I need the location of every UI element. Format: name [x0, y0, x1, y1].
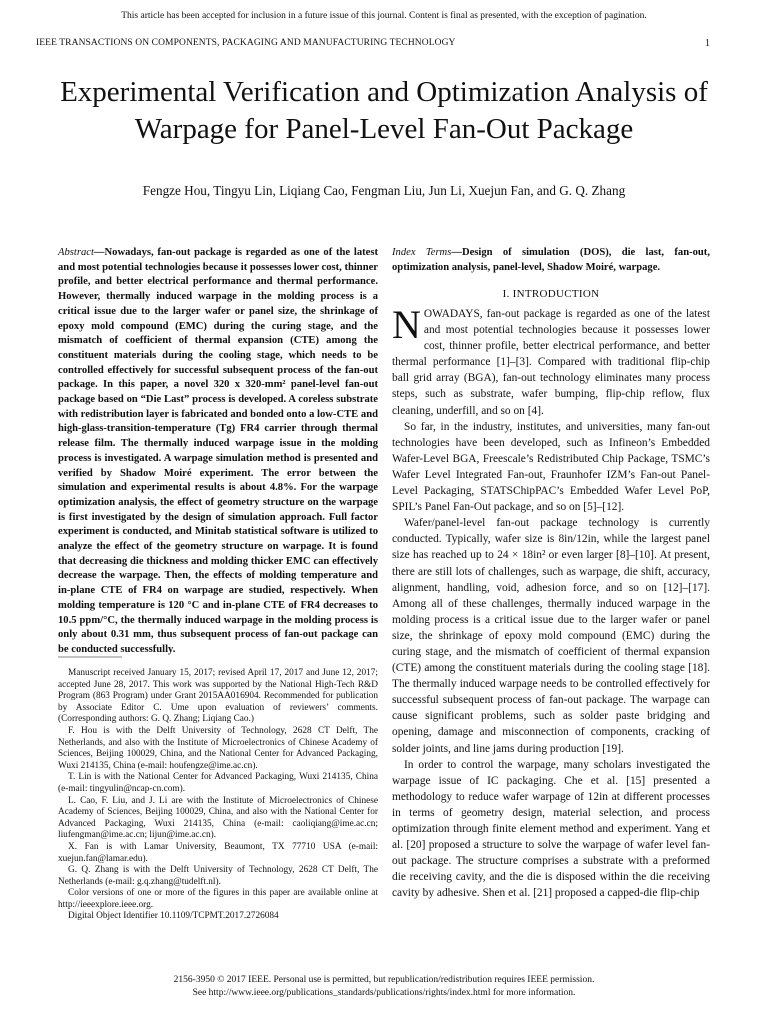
- introduction-body: [392, 302, 710, 901]
- intro-paragraph-4: In order to control the warpage, many scholars investigated the warpage issue of IC packaging. Che et al. [15] presented a methodology to reduce wafer warpage of 12in at different processes in terms of geometry design, material selection, and process optimization through finite element method and experiment. Yang et al. [20] proposed a structure to solve the warpage of wafer level fan-out package. The structure comprises a substrate with a preformed die receiving cavity, and the die is disposed within the die receiving cavity by adhesive. Shen et al. [21] proposed a capped-die flip-chip: [392, 758, 710, 900]
- intro-paragraph-1-text: OWADAYS, fan-out package is regarded as one of the latest and most potential technologies because it possesses lower cost, thinner profile, better electrical performance, and better thermal performance [1]–[3]. Compared with traditional flip-chip ball grid array (BGA), fan-out technology eliminates many process steps, such as substrate, wafer bumping, flip-chip reflow, flux cleaning, underfill, and so on [4].: [392, 308, 710, 417]
- section-heading-introduction: I. INTRODUCTION: [502, 288, 600, 300]
- index-terms-label: Index Terms: [392, 247, 452, 258]
- copyright-footer: [0, 974, 768, 1000]
- index-terms-text: Design of simulation (DOS), die last, fan-out, optimization analysis, panel-level, Shadow Moiré, warpage.: [392, 247, 710, 273]
- acceptance-notice: This article has been accepted for inclusion in a future issue of this journal. Content is final as presented, with the exception of pagination.: [121, 11, 647, 21]
- abstract-text: Nowadays, fan-out package is regarded as one of the latest and most potential technologies because it possesses lower cost, thinner profile, and better electrical performance and thermal performance. However, thermally induced warpage in the molding process is a critical issue due to the larger wafer or panel size, the shrinkage of epoxy mold compound (EMC) during the curing stage, and the mismatch of coefficient of thermal expansion (CTE) among the constituent materials during the cooling stage, which needs to be controlled effectively for successful subsequent process of the fan-out package. In this paper, a novel 320 x 320-mm² panel-level fan-out package based on “Die Last” process is developed. A coreless substrate with redistribution layer is fabricated and bonded onto a low-CTE and high-glass-transition-temperature (Tg) FR4 carrier through thermal release film. The thermally induced warpage issue in the molding process is investigated. A warpage simulation method is presented and verified by Shadow Moiré experiment. The error between the simulation and experimental results is about 4.8%. For the warpage optimization analysis, the effect of geometry structure on the warpage is first investigated by the design of simulation approach. Full factor experiment is conducted, and Minitab statistical software is utilized to analyze the effect of the geometry structure on warpage. It is found that decreasing die thickness and molding thicker EMC can effectively decrease the warpage. Then, the effects of molding temperature and in-plane CTE of FR4 on warpage are studied, respectively. When molding temperature is 120 °C and in-plane CTE of FR4 decreases to 10.5 ppm/°C, the thermally induced warpage in the molding process is only about 0.31 mm, thus subsequent process of fan-out package can be conducted successfully.: [58, 247, 378, 655]
- footnote-manuscript: Manuscript received January 15, 2017; revised April 17, 2017 and June 12, 2017; accepted June 28, 2017. This work was supported by the National High-Tech R&D Program (863 Program) under Grant 2015AA016904. Recommended for publication by Associate Editor C. Ume upon evaluation of reviewers’ comments. (Corresponding authors: G. Q. Zhang; Liqiang Cao.): [58, 668, 378, 725]
- journal-running-head: IEEE TRANSACTIONS ON COMPONENTS, PACKAGING AND MANUFACTURING TECHNOLOGY: [36, 38, 456, 48]
- footnote-rule: [58, 656, 378, 658]
- footnotes: [58, 668, 378, 923]
- author-list: Fengze Hou, Tingyu Lin, Liqiang Cao, Fengman Liu, Jun Li, Xuejun Fan, and G. Q. Zhang: [142, 183, 626, 198]
- page-number: 1: [705, 38, 710, 49]
- intro-paragraph-3: Wafer/panel-level fan-out package technology is currently conducted. Typically, wafer size is 8in/12in, while the largest panel size has reached up to 24 × 18in² or even larger [8]–[10]. At present, there are still lots of challenges, such as warpage, die shift, accuracy, alignment, handling, void, adhesion force, and so on [12]–[17]. Among all of these challenges, thermally induced warpage in the molding process is a critical issue due to the larger wafer or panel size, the shrinkage of epoxy mold compound (EMC) during the curing stage, and the mismatch of coefficient of thermal expansion (CTE) among the constituent materials during the cooling stage [18]. The thermally induced warpage needs to be controlled effectively for successful subsequent process of fan-out package. The warpage can cause significant problems, such as solder paste bridging and opening, damage and misconnection of components, cracking of solder joints, and line jams during production [19].: [392, 517, 710, 755]
- footnote-zhang: G. Q. Zhang is with the Delft University of Technology, 2628 CT Delft, The Netherlands (e-mail: g.q.zhang@tudelft.nl).: [58, 865, 378, 887]
- copyright-line: 2156-3950 © 2017 IEEE. Personal use is permitted, but republication/redistribution requires IEEE permission.: [173, 975, 595, 985]
- drop-cap: N: [392, 302, 421, 347]
- rights-link-line: See http://www.ieee.org/publications_standards/publications/rights/index.html for more information.: [192, 988, 576, 998]
- footnote-fan: X. Fan is with Lamar University, Beaumont, TX 77710 USA (e-mail: xuejun.fan@lamar.edu).: [58, 841, 378, 864]
- footnote-hou: F. Hou is with the Delft University of Technology, 2628 CT Delft, The Netherlands, and also with the Institute of Microelectronics of Chinese Academy of Sciences, Beijing 100029, China, and the National Center for Advanced Packaging, Wuxi 214135, China (e-mail: houfengze@ime.ac.cn).: [58, 725, 378, 771]
- index-terms: Index Terms—Design of simulation (DOS), die last, fan-out, optimization analysis, panel-level, Shadow Moiré, warpage.: [392, 247, 710, 273]
- intro-paragraph-1: [392, 302, 710, 419]
- abstract-label: Abstract: [58, 247, 94, 258]
- footnote-doi: Digital Object Identifier 10.1109/TCPMT.2017.2726084: [68, 911, 279, 922]
- abstract: Abstract—Nowadays, fan-out package is regarded as one of the latest and most potential technologies because it possesses lower cost, thinner profile, and better electrical performance and thermal performance. However, thermally induced warpage in the molding process is a critical issue due to the larger wafer or panel size, the shrinkage of epoxy mold compound (EMC) during the curing stage, and the mismatch of coefficient of thermal expansion (CTE) among the constituent materials during the cooling stage, which needs to be controlled effectively for successful subsequent process of the fan-out package. In this paper, a novel 320 x 320-mm² panel-level fan-out package based on “Die Last” process is developed. A coreless substrate with redistribution layer is fabricated and bonded onto a low-CTE and high-glass-transition-temperature (Tg) FR4 carrier through thermal release film. The thermally induced warpage issue in the molding process is investigated. A warpage simulation method is presented and verified by Shadow Moiré experiment. The error between the simulation and experimental results is about 4.8%. For the warpage optimization analysis, the effect of geometry structure on the warpage is first investigated by the design of simulation approach. Full factor experiment is conducted, and Minitab statistical software is utilized to analyze the effect of the geometry structure on warpage. It is found that decreasing die thickness and molding thicker EMC can effectively decrease the warpage. Then, the effects of molding temperature and in-plane CTE of FR4 on warpage are studied, respectively. When molding temperature is 120 °C and in-plane CTE of FR4 decreases to 10.5 ppm/°C, the thermally induced warpage in the molding process is only about 0.31 mm, thus subsequent process of fan-out package can be conducted successfully.: [58, 247, 378, 655]
- footnote-color-versions: Color versions of one or more of the figures in this paper are available online at http://ieeexplore.ieee.org.: [58, 888, 378, 910]
- intro-paragraph-2: So far, in the industry, institutes, and universities, many fan-out technologies have been developed, such as Infineon’s Embedded Wafer-Level BGA, Freescale’s Redistributed Chip Package, TSMC’s Wafer Level Integrated Fan-out, Fraunhofer IZM’s Fan-out Panel-Level Packaging, STATSChipPAC’s Embedded Wafer Level PoP, SPIL’s Panel Fan-Out package, and so on [5]–[12].: [392, 420, 710, 514]
- footnote-lin: T. Lin is with the National Center for Advanced Packaging, Wuxi 214135, China (e-mail: tingyulin@ncap-cn.com).: [58, 772, 378, 794]
- paper-title: Experimental Verification and Optimization Analysis of Warpage for Panel-Level Fan-Out Package: [60, 76, 708, 145]
- footnote-cao-liu-li: L. Cao, F. Liu, and J. Li are with the Institute of Microelectronics of Chinese Academy of Sciences, Beijing 100029, China, and also with the National Center for Advanced Packaging, Wuxi 214135, China (e-mail: caoliqiang@ime.ac.cn; liufengman@ime.ac.cn; lijun@ime.ac.cn).: [58, 795, 378, 841]
